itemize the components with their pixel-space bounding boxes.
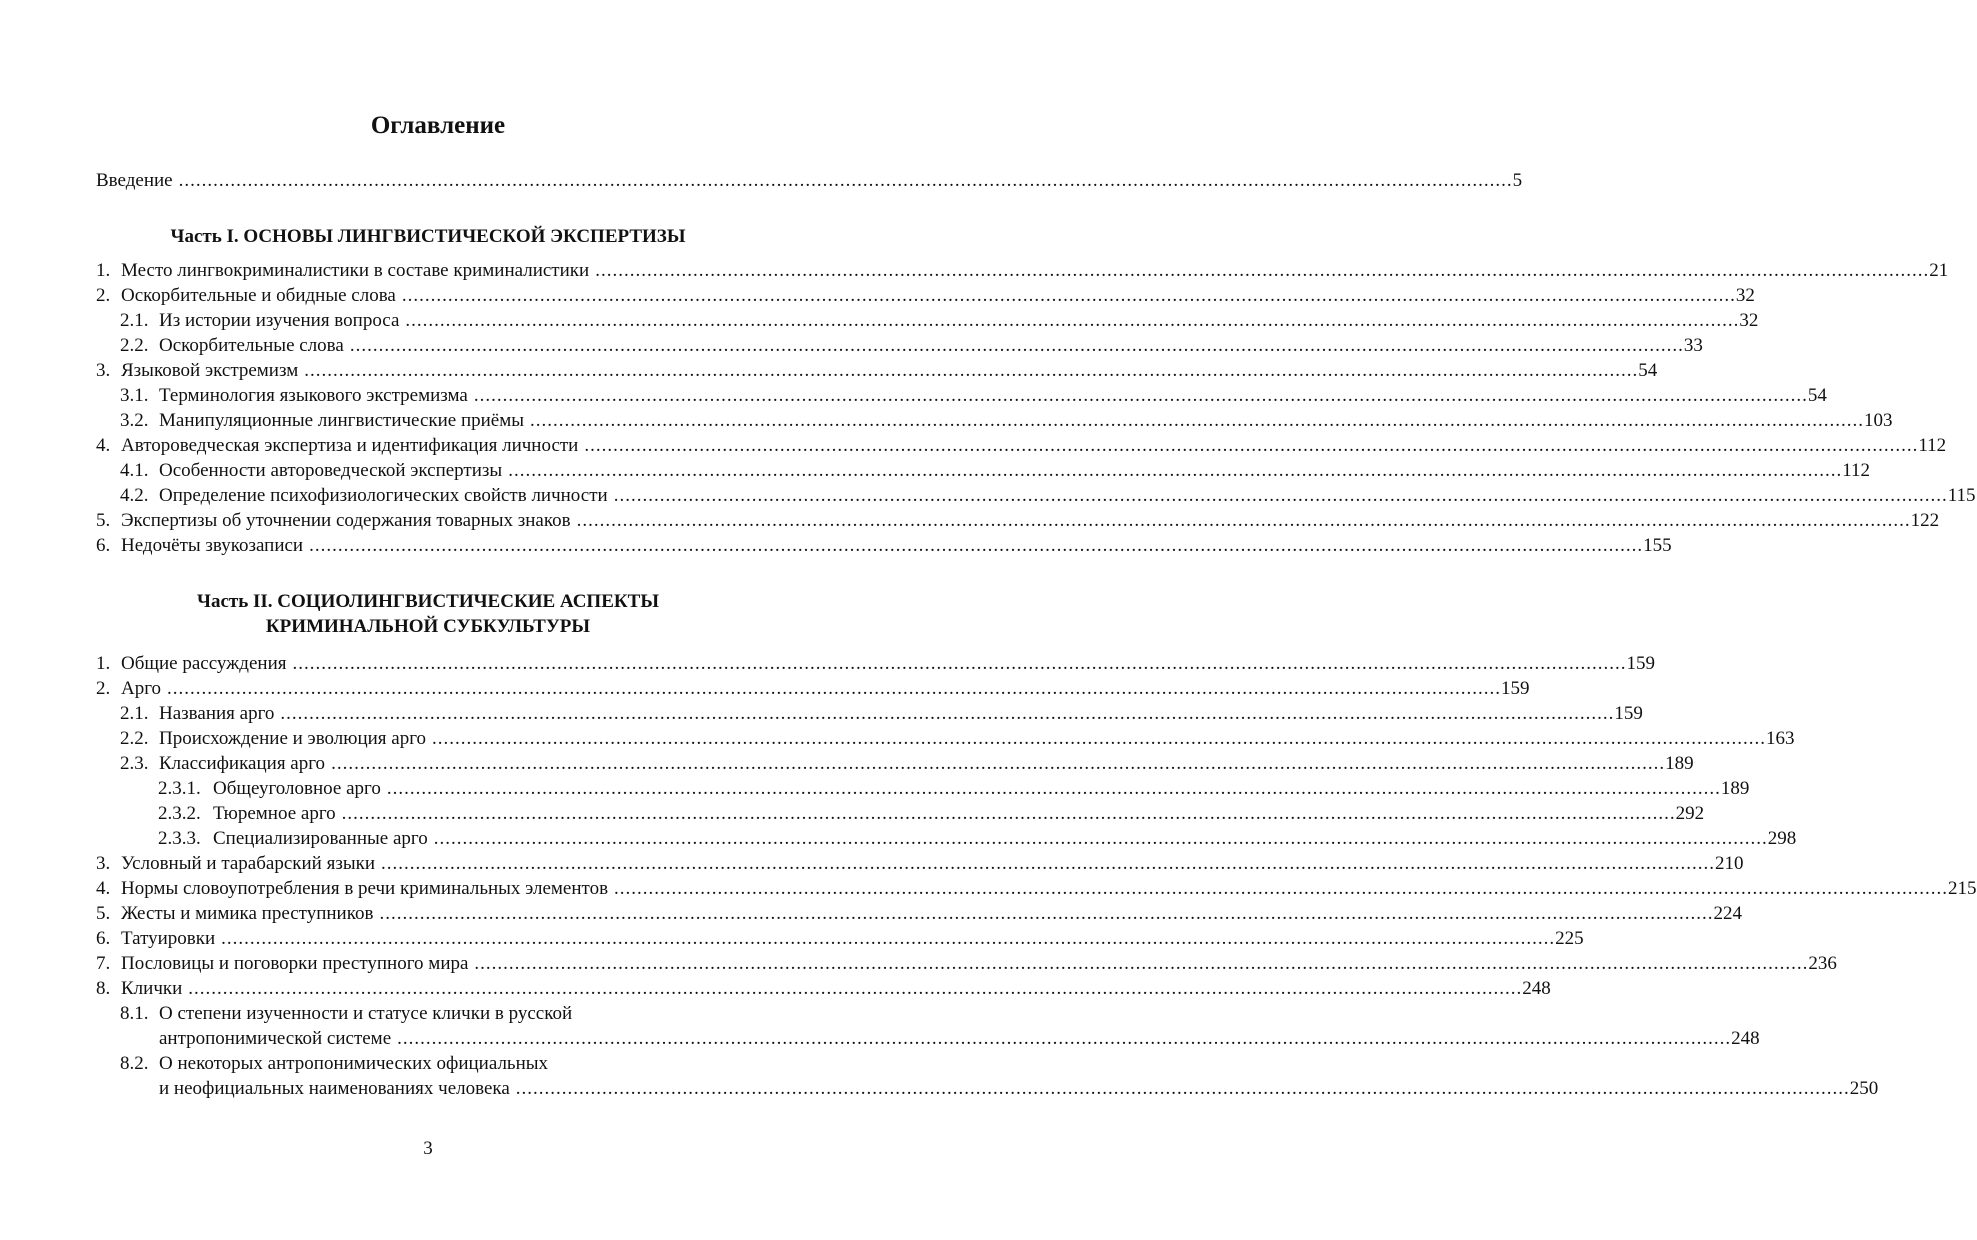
toc-entry-page: 54: [1807, 385, 1827, 406]
toc-entry-title: Введение: [96, 170, 173, 191]
toc-entry-number: 2.: [96, 678, 111, 699]
toc-entry[interactable]: [96, 1001, 1760, 1051]
toc-entry-number: 1.: [96, 260, 111, 281]
toc-entry-number: 2.3.1.: [158, 778, 201, 799]
toc-entry[interactable]: [96, 701, 1643, 726]
part-2-heading-line2: КРИМИНАЛЬНОЙ СУБКУЛЬТУРЫ: [265, 616, 591, 637]
toc-entry-page: 215: [1948, 878, 1977, 899]
toc-entry[interactable]: [96, 408, 1893, 433]
toc-entry-number: 7.: [96, 953, 111, 974]
toc-entry-number: 6.: [96, 928, 111, 949]
toc-entry[interactable]: [96, 851, 1744, 876]
dot-leader: [397, 1026, 1731, 1051]
toc-entry-number: 4.: [96, 878, 111, 899]
toc-entry-title: Место лингвокриминалистики в составе криминалистики: [121, 260, 590, 281]
toc-entry-number: 2.2.: [120, 728, 149, 749]
toc-entry-title: Определение психофизиологических свойств личности: [159, 485, 608, 506]
part-2-heading: [0, 589, 856, 639]
toc-entry[interactable]: [96, 283, 1755, 308]
dot-leader: [474, 951, 1808, 976]
toc-entry-page: 32: [1735, 285, 1755, 306]
toc-entry-title-line2: и неофициальных наименованиях человека: [159, 1078, 510, 1099]
toc-entry-number: 2.3.3.: [158, 828, 201, 849]
toc-entry-title: Клички: [121, 978, 183, 999]
toc-entry-page: 115: [1947, 485, 1976, 506]
toc-entry-number: 4.: [96, 435, 111, 456]
toc-entry-page: 54: [1638, 360, 1658, 381]
toc-entry-page: 32: [1739, 310, 1759, 331]
toc-entry-page: 112: [1918, 435, 1947, 456]
dot-leader: [516, 1076, 1850, 1101]
toc-entry[interactable]: [96, 168, 1523, 193]
part-2-heading-line1: Часть II. СОЦИОЛИНГВИСТИЧЕСКИЕ АСПЕКТЫ: [197, 591, 659, 612]
dot-leader: [584, 433, 1918, 458]
toc-entry-page: 159: [1501, 678, 1530, 699]
toc-entry-number: 2.2.: [120, 335, 149, 356]
toc-entry-number: 2.3.: [120, 753, 149, 774]
toc-entry-title: Специализированные арго: [213, 828, 428, 849]
dot-leader: [381, 851, 1715, 876]
toc-entry-page: 189: [1665, 753, 1694, 774]
toc-entry-title-line2: антропонимической системе: [159, 1028, 392, 1049]
toc-entry[interactable]: [96, 508, 1940, 533]
toc-entry-page: 298: [1767, 828, 1797, 849]
dot-leader: [402, 283, 1736, 308]
dot-leader: [474, 383, 1808, 408]
toc-entry-page: 159: [1626, 653, 1655, 674]
toc-entry[interactable]: [96, 951, 1837, 976]
dot-leader: [280, 701, 1614, 726]
toc-entry-page: 33: [1683, 335, 1703, 356]
toc-entry[interactable]: [96, 258, 1949, 283]
toc-part-1: [96, 258, 1976, 558]
toc-entry[interactable]: [96, 901, 1742, 926]
toc-entry-title: Общие рассуждения: [121, 653, 287, 674]
toc-entry-number: 2.3.2.: [158, 803, 201, 824]
dot-leader: [577, 508, 1911, 533]
toc-entry-title: Оскорбительные и обидные слова: [121, 285, 396, 306]
toc-entry[interactable]: [96, 333, 1703, 358]
dot-leader: [595, 258, 1929, 283]
toc-entry-number: 5.: [96, 903, 111, 924]
toc-entry-page: 155: [1643, 535, 1672, 556]
toc-entry[interactable]: [96, 358, 1658, 383]
toc-entry-page: 103: [1864, 410, 1893, 431]
dot-leader: [387, 776, 1721, 801]
toc-entry-title: Тюремное арго: [213, 803, 336, 824]
toc-entry-title: Жесты и мимика преступников: [121, 903, 374, 924]
toc-entry-number: 2.1.: [120, 310, 149, 331]
toc-entry-number: 2.: [96, 285, 111, 306]
toc-entry-title: Автороведческая экспертиза и идентификация личности: [121, 435, 579, 456]
toc-entry-number: 8.: [96, 978, 111, 999]
toc-entry-title: Классификация арго: [159, 753, 326, 774]
toc-entry-page: 122: [1910, 510, 1940, 531]
toc-entry-page: 189: [1720, 778, 1750, 799]
toc-entry-number: 4.2.: [120, 485, 149, 506]
toc-entry-page: 159: [1614, 703, 1643, 724]
dot-leader: [292, 651, 1626, 676]
toc-entry-page: 224: [1713, 903, 1742, 924]
page-title: Оглавление: [370, 112, 506, 139]
toc-entry-page: 112: [1842, 460, 1870, 481]
toc-entry-number: 3.: [96, 360, 111, 381]
toc-entry-title-line1: О некоторых антропонимических официальных: [159, 1053, 549, 1074]
toc-entry[interactable]: [96, 458, 1870, 483]
part-1-heading: Часть I. ОСНОВЫ ЛИНГВИСТИЧЕСКОЙ ЭКСПЕРТИЗЫ: [170, 226, 686, 247]
toc-entry-title: Оскорбительные слова: [159, 335, 344, 356]
toc-entry-page: 248: [1731, 1028, 1760, 1049]
toc-entry-page: 250: [1849, 1078, 1879, 1099]
dot-leader: [434, 826, 1768, 851]
dot-leader: [188, 976, 1522, 1001]
dot-leader: [304, 358, 1638, 383]
toc-entry-number: 6.: [96, 535, 111, 556]
dot-leader: [342, 801, 1676, 826]
toc-entry-number: 1.: [96, 653, 111, 674]
toc-entry-number: 5.: [96, 510, 111, 531]
toc-entry-title: Татуировки: [121, 928, 216, 949]
dot-leader: [614, 876, 1948, 901]
dot-leader: [405, 308, 1739, 333]
toc-entry-number: 8.2.: [120, 1053, 149, 1074]
toc-entry-title: Условный и тарабарский языки: [121, 853, 375, 874]
dot-leader: [614, 483, 1948, 508]
toc-entry[interactable]: [96, 751, 1694, 776]
dot-leader: [350, 333, 1684, 358]
toc-entry-title: Названия арго: [159, 703, 275, 724]
dot-leader: [167, 676, 1501, 701]
toc-entry-page: 248: [1522, 978, 1551, 999]
toc-entry-title: Языковой экстремизм: [121, 360, 299, 381]
page-number: 3: [423, 1138, 433, 1159]
toc-entry[interactable]: [96, 926, 1584, 951]
toc-entry[interactable]: [96, 383, 1827, 408]
toc-entry-page: 292: [1675, 803, 1705, 824]
toc-entry-title: Из истории изучения вопроса: [159, 310, 400, 331]
toc-entry[interactable]: [96, 801, 1705, 826]
dot-leader: [432, 726, 1766, 751]
toc-entry-title: Общеуголовное арго: [213, 778, 381, 799]
toc-entry-page: 236: [1808, 953, 1837, 974]
toc-entry[interactable]: [96, 308, 1759, 333]
toc-entry-number: 3.1.: [120, 385, 149, 406]
toc-entry-title: Недочёты звукозаписи: [121, 535, 304, 556]
toc-entry[interactable]: [96, 976, 1551, 1001]
toc-entry-page: 163: [1766, 728, 1795, 749]
toc-entry[interactable]: [96, 433, 1947, 458]
toc-entry-number: 4.1.: [120, 460, 149, 481]
toc-entry-title: Нормы словоупотребления в речи криминальных элементов: [121, 878, 609, 899]
dot-leader: [508, 458, 1842, 483]
toc-entry[interactable]: [96, 533, 1672, 558]
toc-part-2: [96, 651, 1977, 1101]
toc-entry-number: 2.1.: [120, 703, 149, 724]
toc-entry[interactable]: [96, 676, 1530, 701]
toc-intro: [96, 168, 1523, 193]
dot-leader: [309, 533, 1643, 558]
toc-entry-title-line1: О степени изученности и статусе клички в русской: [159, 1003, 573, 1024]
toc-entry-page: 21: [1929, 260, 1949, 281]
toc-entry-title: Арго: [121, 678, 162, 699]
toc-entry-title: Происхождение и эволюция арго: [159, 728, 427, 749]
toc-entry[interactable]: [96, 726, 1795, 751]
toc-entry-title: Экспертизы об уточнении содержания товарных знаков: [121, 510, 571, 531]
toc-entry[interactable]: [96, 826, 1797, 851]
toc-entry-number: 3.: [96, 853, 111, 874]
dot-leader: [179, 168, 1513, 193]
toc-entry[interactable]: [96, 876, 1977, 901]
dot-leader: [530, 408, 1864, 433]
toc-entry[interactable]: [96, 651, 1655, 676]
dot-leader: [379, 901, 1713, 926]
toc-entry-page: 225: [1555, 928, 1584, 949]
toc-entry[interactable]: [96, 776, 1750, 801]
toc-entry-number: 3.2.: [120, 410, 149, 431]
toc-entry-page: 5: [1512, 170, 1523, 191]
dot-leader: [331, 751, 1665, 776]
toc-entry[interactable]: [96, 1051, 1879, 1101]
toc-entry-title: Манипуляционные лингвистические приёмы: [159, 410, 525, 431]
toc-entry-title: Пословицы и поговорки преступного мира: [121, 953, 469, 974]
toc-entry[interactable]: [96, 483, 1976, 508]
toc-entry-number: 8.1.: [120, 1003, 149, 1024]
toc-entry-title: Терминология языкового экстремизма: [159, 385, 468, 406]
dot-leader: [221, 926, 1555, 951]
toc-entry-page: 210: [1715, 853, 1744, 874]
toc-entry-title: Особенности автороведческой экспертизы: [159, 460, 503, 481]
